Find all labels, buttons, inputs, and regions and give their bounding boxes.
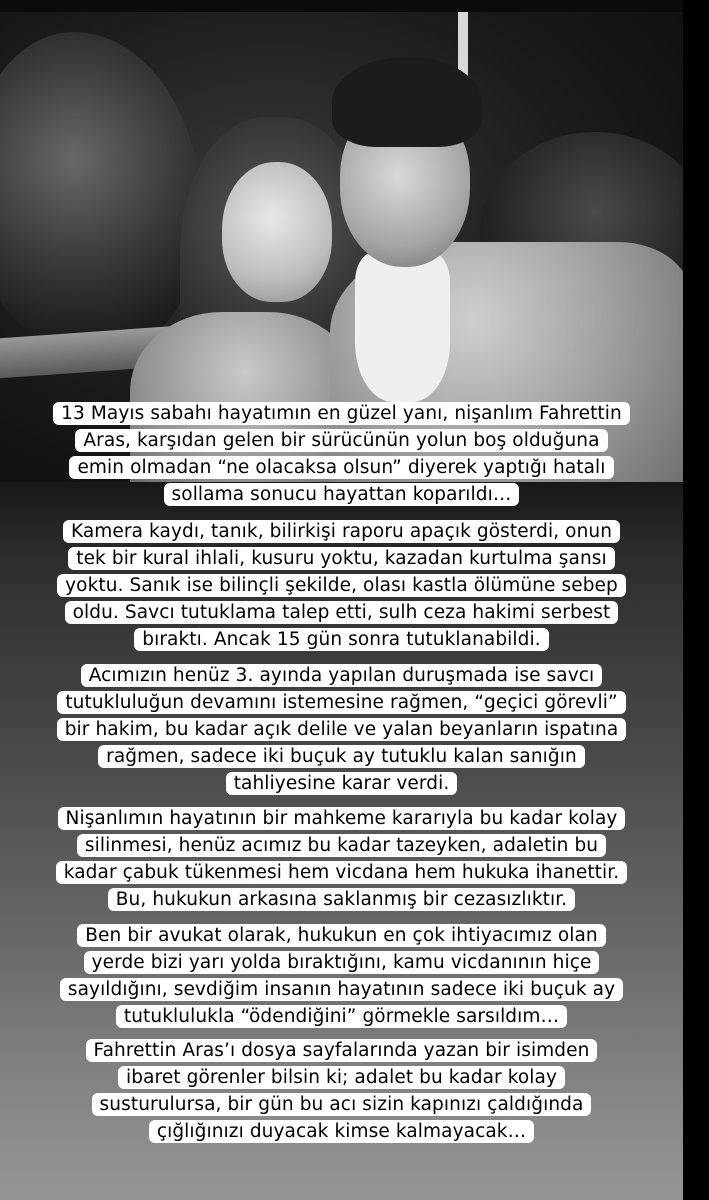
- text-line: Nişanlımın hayatının bir mahkeme kararıyla bu kadar kolay: [58, 807, 626, 830]
- text-line: 13 Mayıs sabahı hayatımın en güzel yanı, nişanlım Fahrettin: [53, 402, 630, 425]
- text-line: emin olmadan “ne olacaksa olsun” diyerek yaptığı hatalı: [69, 456, 613, 479]
- text-line: tutuklulukla “ödendiğini” görmekle sarsıldım…: [116, 1005, 567, 1028]
- paragraph-lawyer: [0, 922, 683, 1030]
- paragraph-accident: [0, 400, 683, 508]
- text-line: rağmen, sadece iki buçuk ay tutuklu kalan sanığın: [98, 745, 585, 768]
- text-line: tutukluluğun devamını istemesine rağmen, “geçici görevli”: [57, 691, 625, 714]
- screen-edge: [683, 0, 709, 1200]
- text-line: Acımızın henüz 3. ayında yapılan duruşmada ise savcı: [81, 664, 603, 687]
- text-line: tahliyesine karar verdi.: [226, 772, 458, 795]
- text-line: bir hakim, bu kadar açık delile ve yalan beyanların ispatına: [57, 718, 627, 741]
- text-line: tek bir kural ihlali, kusuru yoktu, kazadan kurtulma şansı: [68, 547, 615, 570]
- woman-face: [222, 162, 332, 302]
- tree-shape: [0, 32, 200, 352]
- text-line: kadar çabuk tükenmesi hem vicdana hem hukuka ihanettir.: [56, 861, 628, 884]
- text-line: Ben bir avukat olarak, hukukun en çok ihtiyacımız olan: [77, 924, 606, 947]
- paragraph-evidence: [0, 518, 683, 653]
- text-line: ibaret görenler bilsin ki; adalet bu kadar kolay: [118, 1066, 565, 1089]
- man-shirt: [355, 252, 450, 402]
- paragraph-hearing: [0, 662, 683, 797]
- text-line: Bu, hukukun arkasına saklanmış bir cezasızlıktır.: [108, 888, 575, 911]
- text-line: Aras, karşıdan gelen bir sürücünün yolun boş olduğuna: [75, 429, 607, 452]
- text-line: çığlığınızı duyacak kimse kalmayacak…: [149, 1120, 534, 1143]
- text-line: oldu. Savcı tutuklama talep etti, sulh ceza hakimi serbest: [65, 601, 619, 624]
- text-line: susturulursa, bir gün bu acı sizin kapınızı çaldığında: [92, 1093, 592, 1116]
- text-line: sayıldığını, sevdiğim insanın hayatının sadece iki buçuk ay: [60, 978, 623, 1001]
- text-line: Kamera kaydı, tanık, bilirkişi raporu apaçık gösterdi, onun: [63, 520, 620, 543]
- text-line: yoktu. Sanık ise bilinçli şekilde, olası kastla ölümüne sebep: [57, 574, 626, 597]
- text-line: Fahrettin Aras’ı dosya sayfalarında yazan bir isimden: [86, 1039, 598, 1062]
- paragraph-closing: [0, 1037, 683, 1145]
- paragraph-injustice: [0, 805, 683, 913]
- man-hair: [332, 57, 482, 147]
- text-line: bıraktı. Ancak 15 gün sonra tutuklanabildi.: [134, 628, 548, 651]
- text-line: silinmesi, henüz acımız bu kadar tazeyken, adaletin bu: [77, 834, 606, 857]
- text-line: yerde bizi yarı yolda bıraktığını, kamu vicdanının hiçe: [84, 951, 600, 974]
- text-line: sollama sonucu hayattan koparıldı…: [164, 483, 520, 506]
